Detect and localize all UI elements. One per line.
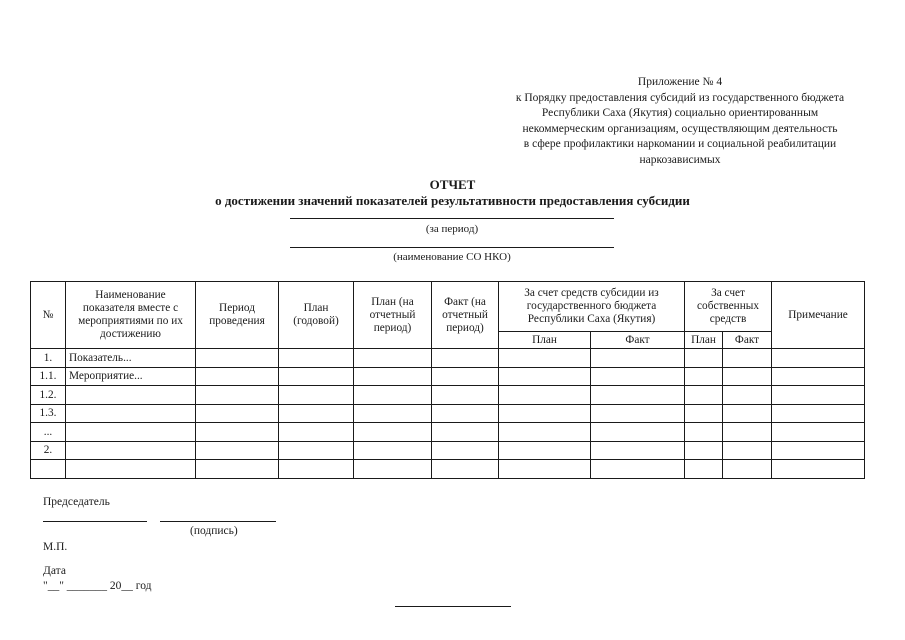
table-cell [591,404,685,423]
table-cell [499,423,591,442]
row-number: 1.2. [31,386,66,405]
appendix-header [470,75,890,168]
header-own-plan: План [685,332,723,349]
table-cell [723,349,772,368]
table-cell [354,404,432,423]
table-cell [685,367,723,386]
table-cell [723,460,772,479]
table-cell [279,386,354,405]
table-cell [196,367,279,386]
header-subsidy-plan: План [499,332,591,349]
stamp-label: М.П. [43,541,68,553]
report-table [30,281,865,479]
table-cell [772,367,865,386]
table-header-row [31,282,865,332]
row-name: Показатель... [66,349,196,368]
table-cell [591,386,685,405]
row-name [66,423,196,442]
row-name [66,460,196,479]
table-cell [723,441,772,460]
table-cell [354,386,432,405]
table-cell [499,349,591,368]
table-row [31,349,865,368]
appendix-line: Республики Саха (Якутия) социально ориентированным [541,107,819,119]
table-cell [279,423,354,442]
table-cell [772,441,865,460]
chairman-label: Председатель [43,496,110,508]
org-blank-line [290,247,614,248]
table-cell [685,441,723,460]
table-cell [685,386,723,405]
table-cell [591,441,685,460]
table-cell [499,460,591,479]
table-cell [432,386,499,405]
header-own-fact: Факт [723,332,772,349]
table-cell [591,460,685,479]
appendix-line: наркозависимых [639,153,721,166]
table-cell [591,367,685,386]
table-cell [432,441,499,460]
row-name [66,441,196,460]
signature-caption: (подпись) [190,525,238,537]
header-fact-report: Факт (на отчетный период) [432,282,499,349]
period-blank-line [290,218,614,219]
table-cell [432,460,499,479]
appendix-line: Приложение № 4 [637,76,723,88]
date-value: "__" _______ 20__ год [43,580,152,592]
name-blank-line [43,521,147,522]
table-cell [432,404,499,423]
table-cell [685,404,723,423]
table-cell [196,441,279,460]
table-cell [499,386,591,405]
row-name: Мероприятие... [66,367,196,386]
table-cell [354,460,432,479]
table-cell [685,349,723,368]
table-cell [196,404,279,423]
row-name [66,404,196,423]
table-cell [723,386,772,405]
header-plan-year: План (годовой) [279,282,354,349]
header-period: Период проведения [196,282,279,349]
table-cell [685,460,723,479]
appendix-line: в сфере профилактики наркомании и социальной реабилитации [523,138,837,150]
signature-blank-line [160,521,276,522]
table-row [31,404,865,423]
table-cell [772,349,865,368]
table-cell [499,404,591,423]
table-row [31,423,865,442]
table-cell [354,423,432,442]
document-subtitle: о достижении значений показателей результативности предоставления субсидии [215,193,690,208]
table-cell [772,404,865,423]
table-cell [279,404,354,423]
table-row [31,367,865,386]
table-cell [432,367,499,386]
period-caption: (за период) [425,223,479,235]
row-number: 1.3. [31,404,66,423]
row-number [31,460,66,479]
table-cell [279,367,354,386]
header-subsidy-fact: Факт [591,332,685,349]
header-subsidy-group: За счет средств субсидии из государственного бюджета Республики Саха (Якутия) [499,282,685,332]
appendix-line: к Порядку предоставления субсидий из государственного бюджета [515,91,845,104]
table-cell [499,441,591,460]
table-cell [354,441,432,460]
table-cell [591,423,685,442]
table-row [31,460,865,479]
table-cell [354,349,432,368]
table-cell [432,349,499,368]
table-cell [196,460,279,479]
table-cell [591,349,685,368]
table-row [31,386,865,405]
header-own-funds-group: За счет собственных средств [685,282,772,332]
table-cell [279,460,354,479]
header-num: № [31,282,66,349]
row-number: 2. [31,441,66,460]
table-cell [723,367,772,386]
row-number: 1.1. [31,367,66,386]
row-number: ... [31,423,66,442]
table-cell [723,404,772,423]
table-cell [196,386,279,405]
table-cell [279,441,354,460]
table-cell [196,349,279,368]
table-row [31,441,865,460]
header-name: Наименование показателя вместе с мероприятиями по их достижению [66,282,196,349]
table-cell [354,367,432,386]
header-plan-report: План (на отчетный период) [354,282,432,349]
date-label: Дата [43,565,66,577]
table-cell [196,423,279,442]
bottom-blank-line [395,606,511,607]
org-caption: (наименование СО НКО) [393,251,511,263]
table-cell [723,423,772,442]
document-title: ОТЧЕТ [429,177,476,192]
table-cell [499,367,591,386]
table-cell [279,349,354,368]
table-cell [772,460,865,479]
header-note: Примечание [772,282,865,349]
row-name [66,386,196,405]
table-cell [432,423,499,442]
table-cell [685,423,723,442]
row-number: 1. [31,349,66,368]
appendix-line: некоммерческим организациям, осуществляющим деятельность [522,122,838,135]
table-cell [772,423,865,442]
table-cell [772,386,865,405]
